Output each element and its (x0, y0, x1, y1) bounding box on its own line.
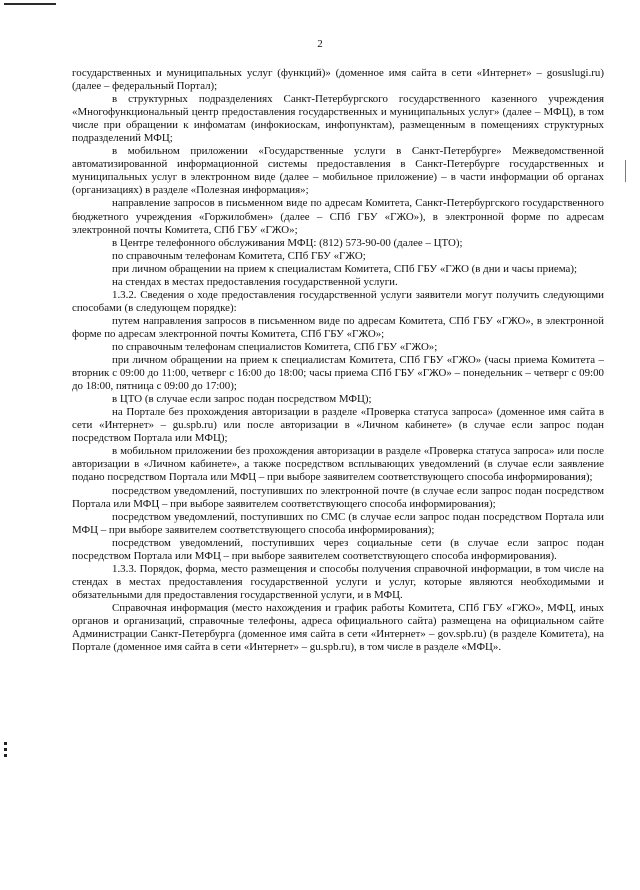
header-rule (4, 3, 56, 5)
paragraph-stands: на стендах в местах предоставления государственной услуги. (112, 275, 398, 288)
paragraph-status-written: путем направления запросов в письменном виде по адресам Комитета, СПб ГБУ «ГЖО», в электронной форме по адресам электронной почты Комитета, СПб ГБУ «ГЖО»; (72, 314, 604, 340)
paragraph-status-portal: на Портале без прохождения авторизации в разделе «Проверка статуса запроса» (доменное имя сайта в сети «Интернет» – gu.spb.ru) или после авторизации в «Личном кабинете» (в случае если запрос подан посредством Портала или МФЦ); (72, 406, 604, 445)
paragraph-call-center: в Центре телефонного обслуживания МФЦ: (812) 573-90-00 (далее – ЦТО); (112, 236, 463, 249)
paragraph-reference-info: Справочная информация (место нахождения и график работы Комитета, СПб ГБУ «ГЖО», МФЦ, иных органов и организаций, справочные телефоны, адреса официального сайта) размещена на официальном сайте Администрации Санкт-Петербурга (доменное имя сайта в сети «Интернет» – gov.spb.ru) (в разделе Комитета), на Портале (доменное имя сайта в сети «Интернет» – gu.spb.ru), в том числе в разделе «МФЦ». (72, 601, 604, 654)
paragraph-status-phones: по справочным телефонам специалистов Комитета, СПб ГБУ «ГЖО»; (112, 340, 438, 353)
paragraph-mfc: в структурных подразделениях Санкт-Петербургского государственного казенного учреждения «Многофункциональный центр предоставления государственных и муниципальных услуг» (далее – МФЦ), в том числе при обращении к инфоматам (инфокиоскам, инфопунктам), размещенным в помещениях структурных подразделений МФЦ; (72, 93, 604, 145)
binding-dots (4, 742, 7, 757)
paragraph-status-sms: посредством уведомлений, поступивших по СМС (в случае если запрос подан посредством Портала или МФЦ – при выборе заявителем соответствующего способа информирования); (72, 510, 604, 536)
section-1-3-2: 1.3.2. Сведения о ходе предоставления государственной услуги заявители могут получить следующими способами (в следующем порядке): (72, 288, 604, 314)
paragraph-federal-portal: государственных и муниципальных услуг (функций)» (доменное имя сайта в сети «Интернет» – gosuslugi.ru) (далее – федеральный Портал); (72, 67, 604, 93)
paragraph-status-visit-hours: при личном обращении на прием к специалистам Комитета, СПб ГБУ «ГЖО» (часы приема Комитета – вторник с 09:00 до 11:00, четверг с 16:00 до 18:00; часы приема СПб ГБУ «ГЖО» – понедельник – четверг с 09:00 до 18:00, пятница с 09:00 до 17:00); (72, 354, 604, 393)
paragraph-status-email: посредством уведомлений, поступивших по электронной почте (в случае если запрос подан посредством Портала или МФЦ – при выборе заявителем соответствующего способа информирования); (72, 484, 604, 510)
paragraph-phones: по справочным телефонам Комитета, СПб ГБУ «ГЖО; (112, 249, 366, 262)
binding-dot (4, 748, 7, 751)
paragraph-status-mobile-app: в мобильном приложении без прохождения авторизации в разделе «Проверка статуса запроса» или после авторизации в «Личном кабинете», а также посредством всплывающих уведомлений (в случае если заявление подано посредством Портала или МФЦ – при выборе заявителем соответствующего способа информирования); (72, 445, 604, 484)
margin-mark (625, 160, 626, 182)
paragraph-status-social: посредством уведомлений, поступивших через социальные сети (в случае если запрос подан посредством Портала или МФЦ – при выборе заявителем соответствующего способа информирования). (72, 536, 604, 562)
document-text (72, 67, 604, 654)
paragraph-status-cto: в ЦТО (в случае если запрос подан посредством МФЦ); (112, 393, 372, 406)
section-1-3-3: 1.3.3. Порядок, форма, место размещения и способы получения справочной информации, в том числе на стендах в местах предоставления государственной услуги и услуг, которые являются необходимыми и обязательными для предоставления государственной услуги, и в МФЦ. (72, 562, 604, 601)
paragraph-mobile-app: в мобильном приложении «Государственные услуги в Санкт-Петербурге» Межведомственной автоматизированной информационной системы предоставления в Санкт-Петербурге государственных и муниципальных услуг в электронном виде (далее – мобильное приложение) – в части информации об органах (организациях) в разделе «Полезная информация»; (72, 145, 604, 197)
binding-dot (4, 754, 7, 757)
paragraph-written-requests: направление запросов в письменном виде по адресам Комитета, Санкт-Петербургского государственного бюджетного учреждения «Горжилобмен» (далее – СПб ГБУ «ГЖО»), в электронной форме по адресам электронной почты Комитета, СПб ГБУ «ГЖО»; (72, 197, 604, 236)
paragraph-personal-visit: при личном обращении на прием к специалистам Комитета, СПб ГБУ «ГЖО (в дни и часы приема); (112, 262, 578, 275)
binding-dot (4, 742, 7, 745)
page-number: 2 (317, 38, 323, 50)
